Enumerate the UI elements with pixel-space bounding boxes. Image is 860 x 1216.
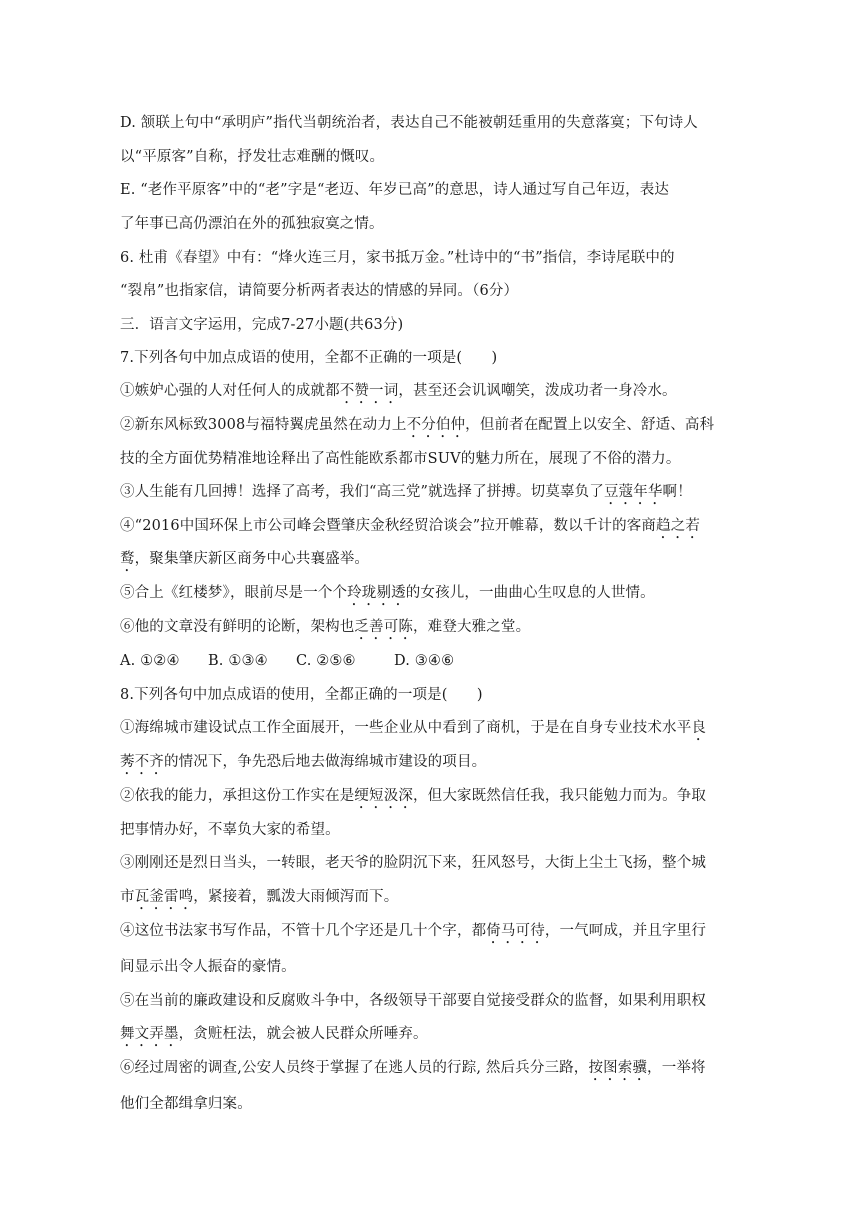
question-8-stem: 8.下列各句中加点成语的使用，全都正确的一项是( ) [120,687,483,703]
q8-sentence-1-line-2 [120,752,486,778]
text: ④这位书法家书写作品，不管十几个字还是几十个字，都 [120,923,487,939]
q8-sentence-5-line-1: ⑤在当前的廉政建设和反腐败斗争中，各级领导干部要自觉接受群众的监督，如果利用职权 [120,993,706,1009]
dotted-idiom: 不分伯仲 [406,417,466,433]
option-d-line-1: D. 颔联上句中“承明庐”指代当朝统治者，表达自己不能被朝廷重用的失意落寞；下句诗人 [120,115,698,131]
text: ，一气呵成，并且字里行 [544,923,707,939]
dotted-idiom: 豆蔻年华 [603,484,663,500]
q8-sentence-5-line-2 [120,1024,428,1050]
text: ⑤合上《红楼梦》，眼前尽是一个个 [120,585,348,601]
text: 市 [120,889,135,905]
text: ⑥他的文章没有鲜明的论断，架构也 [120,619,355,635]
dotted-idiom: 按图索骥 [588,1060,648,1076]
q7-sentence-5 [120,583,655,609]
q7-sentence-2-line-1 [120,415,714,441]
text: ，但大家既然信任我，我只能勉力而为。争取 [413,788,707,804]
choice-d: D. ③④⑥ [394,653,455,669]
q8-sentence-4-line-2: 间显示出令人振奋的豪情。 [120,959,296,975]
text: ，难登大雅之堂。 [413,619,531,635]
section-3-heading: 三．语言文字运用，完成7-27小题(共63分) [120,317,404,333]
question-7-stem: 7.下列各句中加点成语的使用，全都不正确的一项是( ) [120,350,498,366]
option-e-line-2: 了年事已高仍漂泊在外的孤独寂寞之情。 [120,216,384,232]
text: 啊！ [662,484,692,500]
choice-b: B. ①③④ [208,653,268,669]
dotted-idiom: 绠短汲深 [354,788,414,804]
q7-sentence-3 [120,482,692,508]
text: ，但前者在配置上以安全、舒适、高科 [465,417,715,433]
text: ，贪赃枉法，就会被人民群众所唾弃。 [178,1026,428,1042]
option-d-line-2: 以“平原客”自称，抒发壮志难酬的慨叹。 [120,149,385,165]
dotted-idiom: 良 [691,720,707,736]
dotted-idiom: 不赞一词 [339,383,399,399]
q8-sentence-2-line-1 [120,786,706,812]
text: ⑥经过周密的调查,公安人员终于掌握了在逃人员的行踪, 然后兵分三路， [120,1060,589,1076]
choice-a: A. ①②④ [120,653,180,669]
text: ，聚集肇庆新区商务中心共襄盛举。 [134,551,370,567]
dotted-idiom: 趋之若 [656,518,701,534]
q8-sentence-3-line-1: ③刚刚还是烈日当头，一转眼，老天爷的脸阴沉下来，狂风怒号，大街上尘土飞扬，整个城 [120,855,706,871]
q7-sentence-4-line-2 [120,549,369,575]
text: ，一举将 [647,1060,706,1076]
dotted-idiom: 莠不齐 [120,754,164,770]
option-e-line-1: E. “老作平原客”中的“老”字是“老迈、年岁已高”的意思，诗人通过写自己年迈，表达 [120,182,670,198]
dotted-idiom: 舞文弄墨 [120,1026,179,1042]
q8-sentence-2-line-2: 把事情办好，不辜负大家的希望。 [120,822,340,838]
text: 的女孩儿，一曲曲心生叹息的人世情。 [405,585,655,601]
q8-sentence-6-line-2: 他们全都缉拿归案。 [120,1096,252,1112]
q8-sentence-3-line-2 [120,887,398,913]
q7-sentence-2-line-2: 技的全方面优势精准地诠释出了高性能欧系都市SUV的魅力所在，展现了不俗的潜力。 [120,451,681,467]
dotted-idiom: 倚马可待 [486,923,545,939]
question-6-line-2: “裂帛”也指家信，请简要分析两者表达的情感的异同。（6分） [120,283,519,299]
dotted-idiom: 鹜 [120,551,135,567]
text: ②依我的能力，承担这份工作实在是 [120,788,355,804]
choice-c: C. ②⑤⑥ [296,653,356,669]
q8-sentence-6-line-1 [120,1058,706,1084]
question-6-line-1: 6. 杜甫《春望》中有：“烽火连三月，家书抵万金。”杜诗中的“书”指信，李诗尾联中的 [120,250,675,266]
text: ②新东风标致3008与福特翼虎虽然在动力上 [120,417,407,433]
q7-sentence-4-line-1 [120,516,700,542]
q8-sentence-1-line-1 [120,718,706,744]
text: ，紧接着，瓢泼大雨倾泻而下。 [193,889,399,905]
text: ④“2016中国环保上市公司峰会暨肇庆金秋经贸洽谈会”拉开帷幕，数以千计的客商 [120,518,657,534]
q7-sentence-6 [120,617,530,643]
dotted-idiom: 乏善可陈 [354,619,414,635]
text: ①嫉妒心强的人对任何人的成就都 [120,383,340,399]
q7-choices [120,651,454,671]
text: ①海绵城市建设试点工作全面展开，一些企业从中看到了商机，于是在自身专业技术水平 [120,720,692,736]
text: ③人生能有几回搏！选择了高考，我们“高三党”就选择了拼搏。切莫辜负了 [120,484,604,500]
text: 的情况下，争先恐后地去做海绵城市建设的项目。 [163,754,487,770]
q8-sentence-4-line-1 [120,921,706,947]
dotted-idiom: 玲珑剔透 [347,585,406,601]
dotted-idiom: 瓦釜雷鸣 [134,889,194,905]
text: ，甚至还会讥讽嘲笑，泼成功者一身冷水。 [398,383,677,399]
q7-sentence-1 [120,381,677,407]
